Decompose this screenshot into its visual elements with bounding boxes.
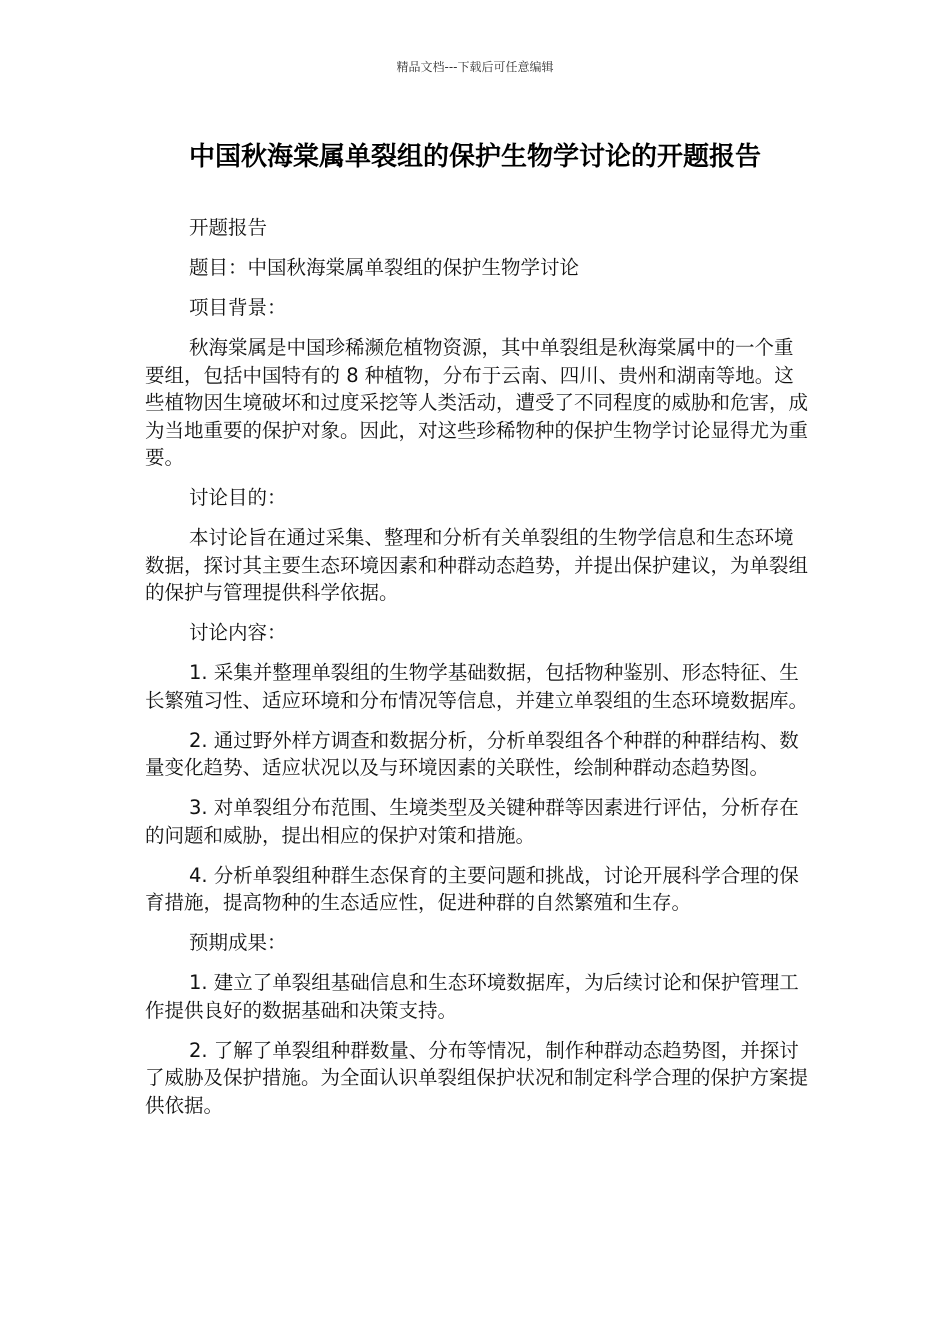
document-title: 中国秋海棠属单裂组的保护生物学讨论的开题报告 [188,142,761,172]
paragraph-report-label: 开题报告 [189,216,268,239]
paragraph-result-item-1: 1. 建立了单裂组基础信息和生态环境数据库，为后续讨论和保护管理工作提供良好的数据基础和决策支持。 [145,971,799,1022]
paragraph-purpose: 本讨论旨在通过采集、整理和分析有关单裂组的生物学信息和生态环境数据，探讨其主要生态环境因素和种群动态趋势，并提出保护建议，为单裂组的保护与管理提供科学依据。 [145,526,809,604]
heading-content: 讨论内容： [189,621,287,644]
page-header-note: 精品文档---下载后可任意编辑 [396,60,554,74]
paragraph-content-item-3: 3. 对单裂组分布范围、生境类型及关键种群等因素进行评估，分析存在的问题和威胁，提出相应的保护对策和措施。 [145,796,799,847]
paragraph-content-item-1: 1. 采集并整理单裂组的生物学基础数据，包括物种鉴别、形态特征、生长繁殖习性、适应环境和分布情况等信息，并建立单裂组的生态环境数据库。 [145,661,809,712]
heading-purpose: 讨论目的： [189,486,287,509]
paragraph-topic: 题目：中国秋海棠属单裂组的保护生物学讨论 [189,256,580,279]
heading-expected-results: 预期成果： [189,931,287,954]
document-body [145,214,810,1132]
paragraph-content-item-4: 4. 分析单裂组种群生态保育的主要问题和挑战，讨论开展科学合理的保育措施，提高物种的生态适应性，促进种群的自然繁殖和生存。 [145,863,799,914]
paragraph-result-item-2: 2. 了解了单裂组种群数量、分布等情况，制作种群动态趋势图，并探讨了威胁及保护措施。为全面认识单裂组保护状况和制定科学合理的保护方案提供依据。 [145,1038,809,1117]
paragraph-content-item-2: 2. 通过野外样方调查和数据分析，分析单裂组各个种群的种群结构、数量变化趋势、适应状况以及与环境因素的关联性，绘制种群动态趋势图。 [145,728,799,779]
heading-background: 项目背景： [189,296,287,319]
paragraph-background: 秋海棠属是中国珍稀濒危植物资源，其中单裂组是秋海棠属中的一个重要组，包括中国特有的 8 种植物，分布于云南、四川、贵州和湖南等地。这些植物因生境破坏和过度采挖等人类活动，遭受了不同程度的威胁和危害，成为当地重要的保护对象。因此，对这些珍稀物种的保护生物学讨论显得尤为重要。 [145,336,809,469]
